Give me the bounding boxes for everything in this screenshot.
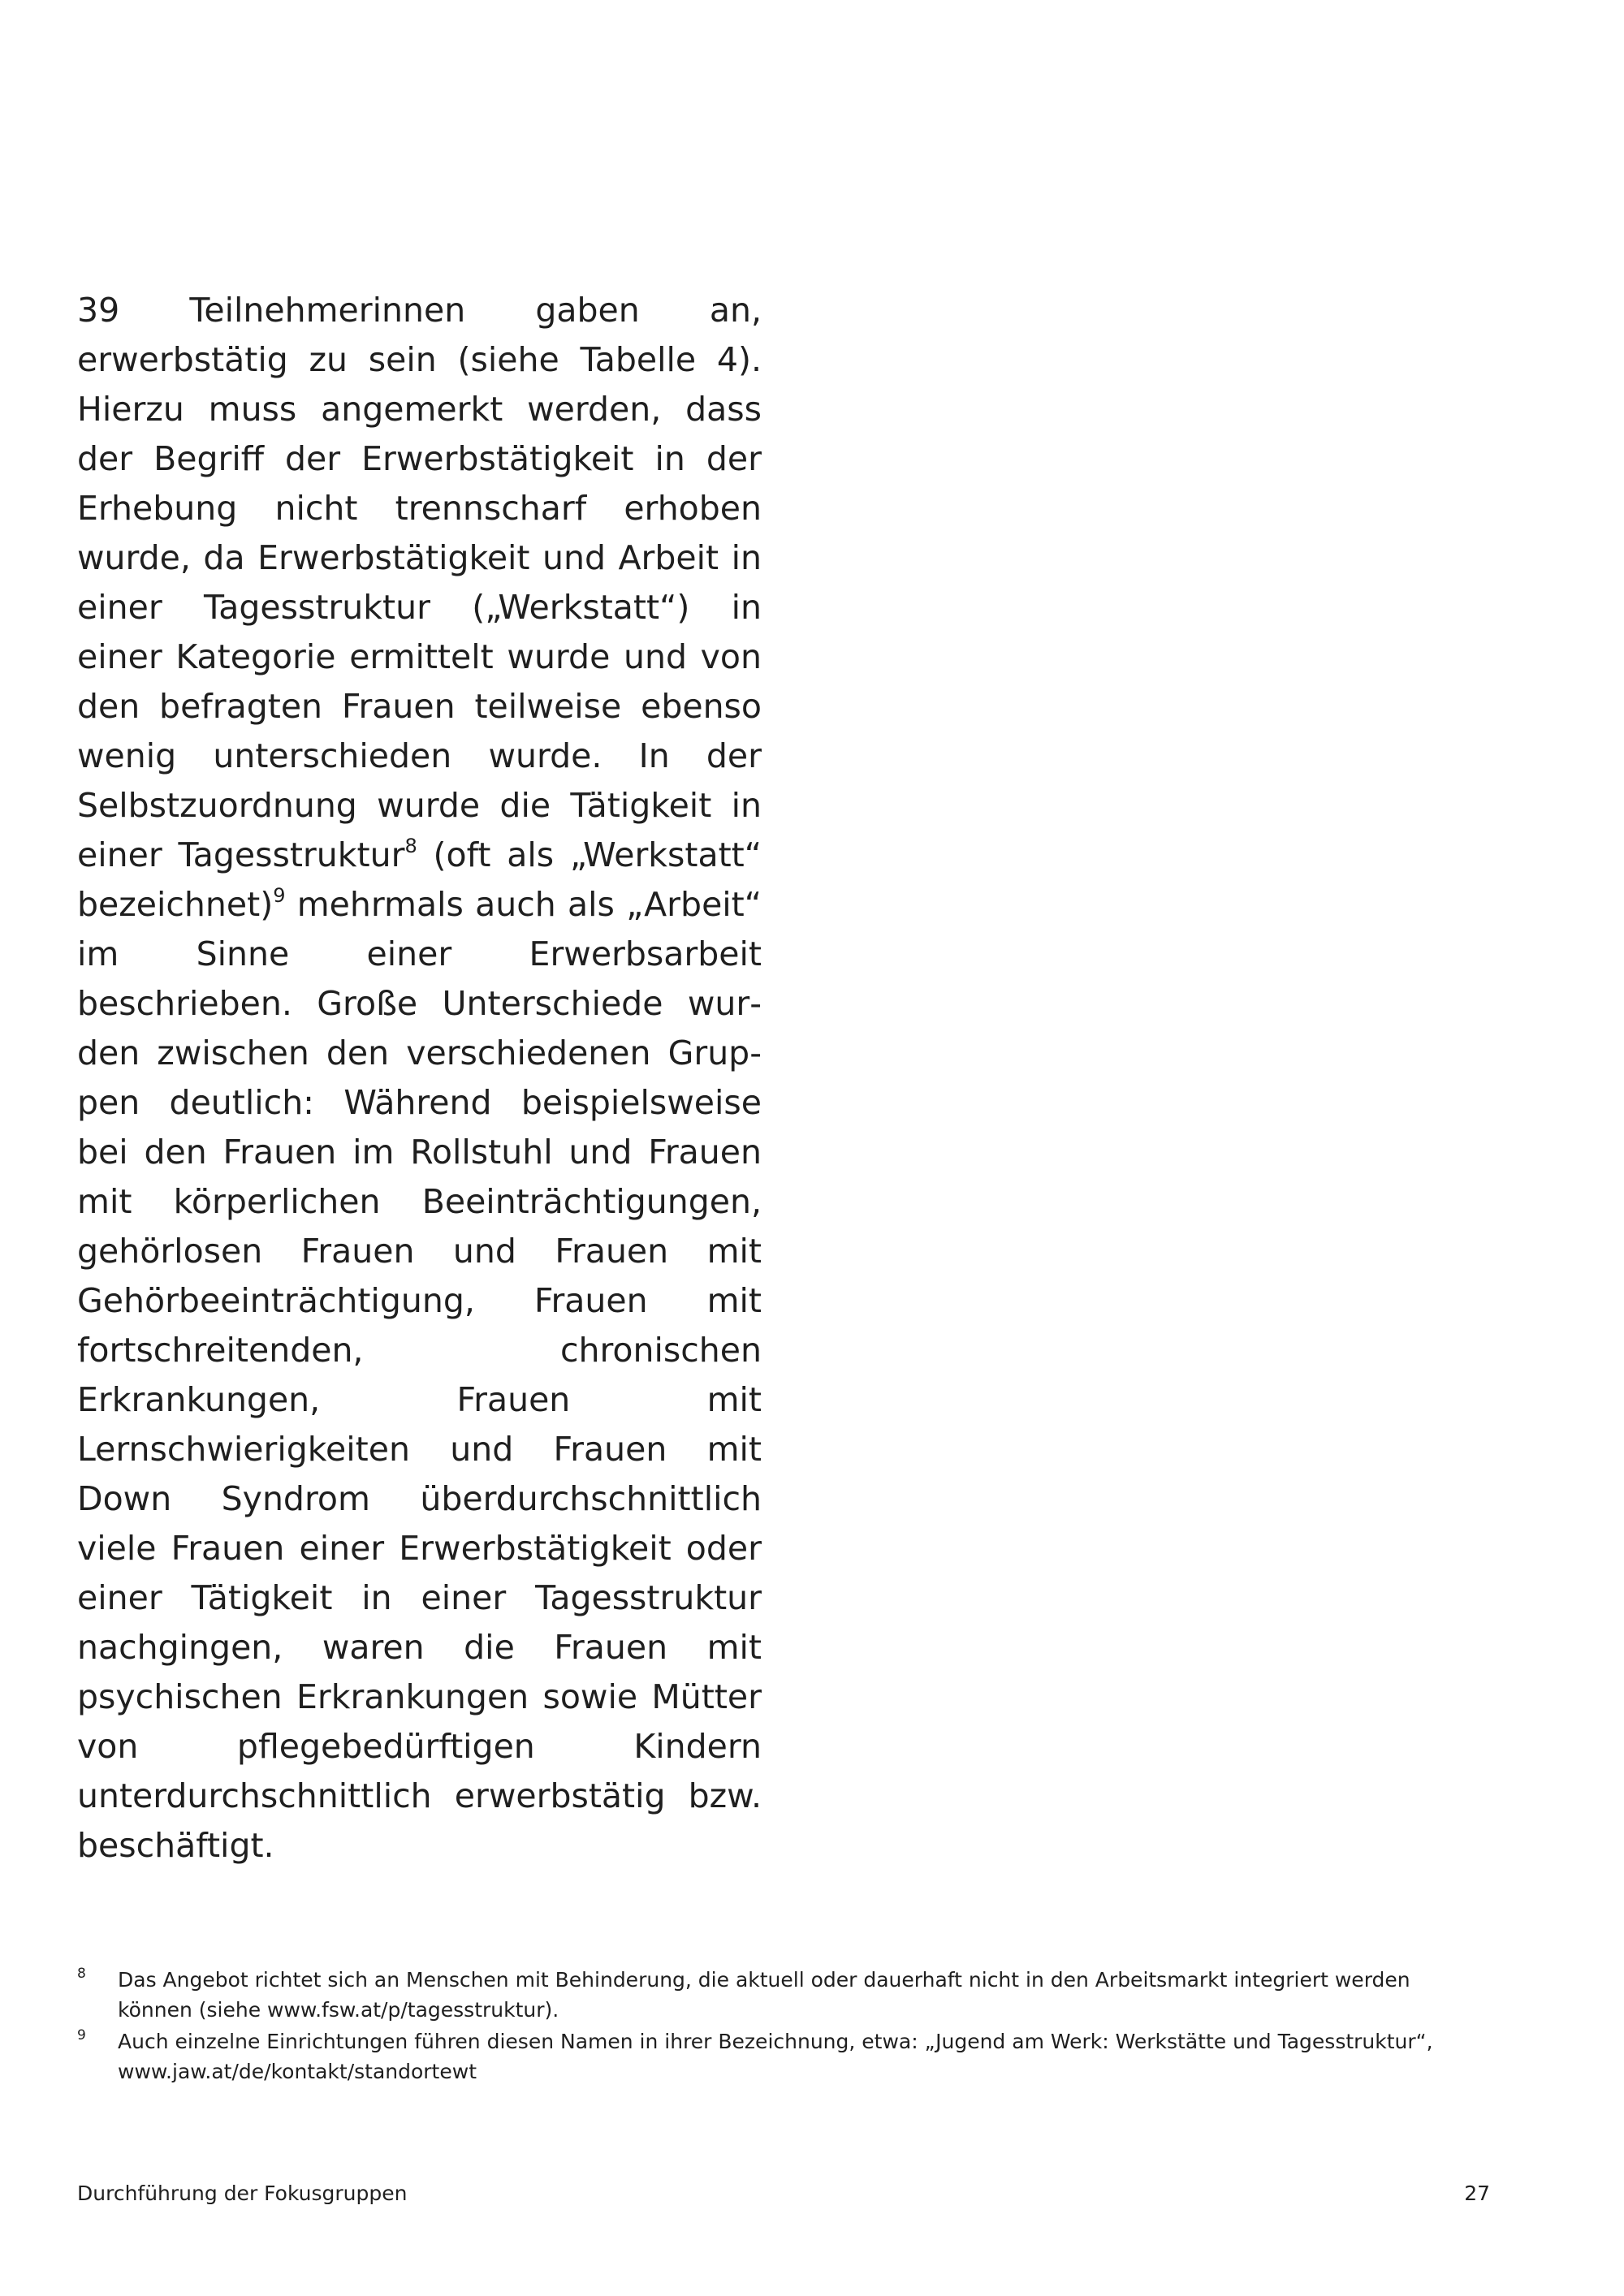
footnote-text: Auch einzelne Einrichtungen führen diesen Namen in ihrer Bezeichnung, etwa: „Jugend am Werk: Werkstätte und Tagesstruktur“, www.jaw.at/de/kontakt/standortewt <box>118 2030 1433 2083</box>
body-text-part-2: (oft als „Werkstatt“ bezeichnet) <box>77 835 762 924</box>
footnote-number: 9 <box>77 2027 86 2044</box>
body-text-part-3: mehrmals auch als „Arbeit“ im Sinne einer Erwerbsarbeit beschrieben. Große Unterschiede wurden zwischen den verschiedenen Gruppen deutlich: Während beispielsweise bei den Frauen im Rollstuhl und Frauen mit körperlichen Beeinträchtigungen, gehörlosen Frauen und Frauen mit Gehörbeeinträchtigung, Frauen mit fortschreitenden, chronischen Erkrankungen, Frauen mit Lernschwierigkeiten und Frauen mit Down Syndrom überdurchschnittlich viele Frauen einer Erwerbstätigkeit oder einer Tätigkeit in einer Tagesstruktur nachgingen, waren die Frauen mit psychischen Erkrankungen sowie Mütter von pflegebedürftigen Kindern unterdurchschnittlich erwerbstätig bzw. beschäftigt. <box>77 885 762 1865</box>
footer-section-title: Durchführung der Fokusgruppen <box>77 2182 408 2205</box>
footnote-9 <box>77 2026 1490 2087</box>
footnote-8 <box>77 1965 1490 2025</box>
page-number: 27 <box>1464 2182 1490 2205</box>
footnote-ref-9[interactable]: 9 <box>273 884 286 908</box>
body-text <box>77 286 762 1871</box>
footnotes <box>77 1965 1490 2088</box>
body-paragraph <box>77 286 762 1871</box>
body-text-part-1: 39 Teilnehmerinnen gaben an, erwerbstätig zu sein (siehe Tabelle 4). Hierzu muss angemerkt werden, dass der Begriff der Erwerbstätigkeit in der Erhebung nicht trennscharf erhoben wurde, da Erwerbstätigkeit und Arbeit in einer Tagesstruktur („Werkstatt“) in einer Kategorie ermittelt wurde und von den befragten Frauen teilweise ebenso wenig unterschieden wurde. In der Selbstzuordnung wurde die Tätigkeit in einer Tagesstruktur <box>77 291 762 874</box>
page-footer <box>77 2177 1490 2210</box>
footnote-text: Das Angebot richtet sich an Menschen mit Behinderung, die aktuell oder dauerhaft nicht in den Arbeitsmarkt integriert werden können (siehe www.fsw.at/p/tagesstruktur). <box>118 1968 1410 2022</box>
footnote-number: 8 <box>77 1966 86 1982</box>
footnote-ref-8[interactable]: 8 <box>404 835 417 858</box>
